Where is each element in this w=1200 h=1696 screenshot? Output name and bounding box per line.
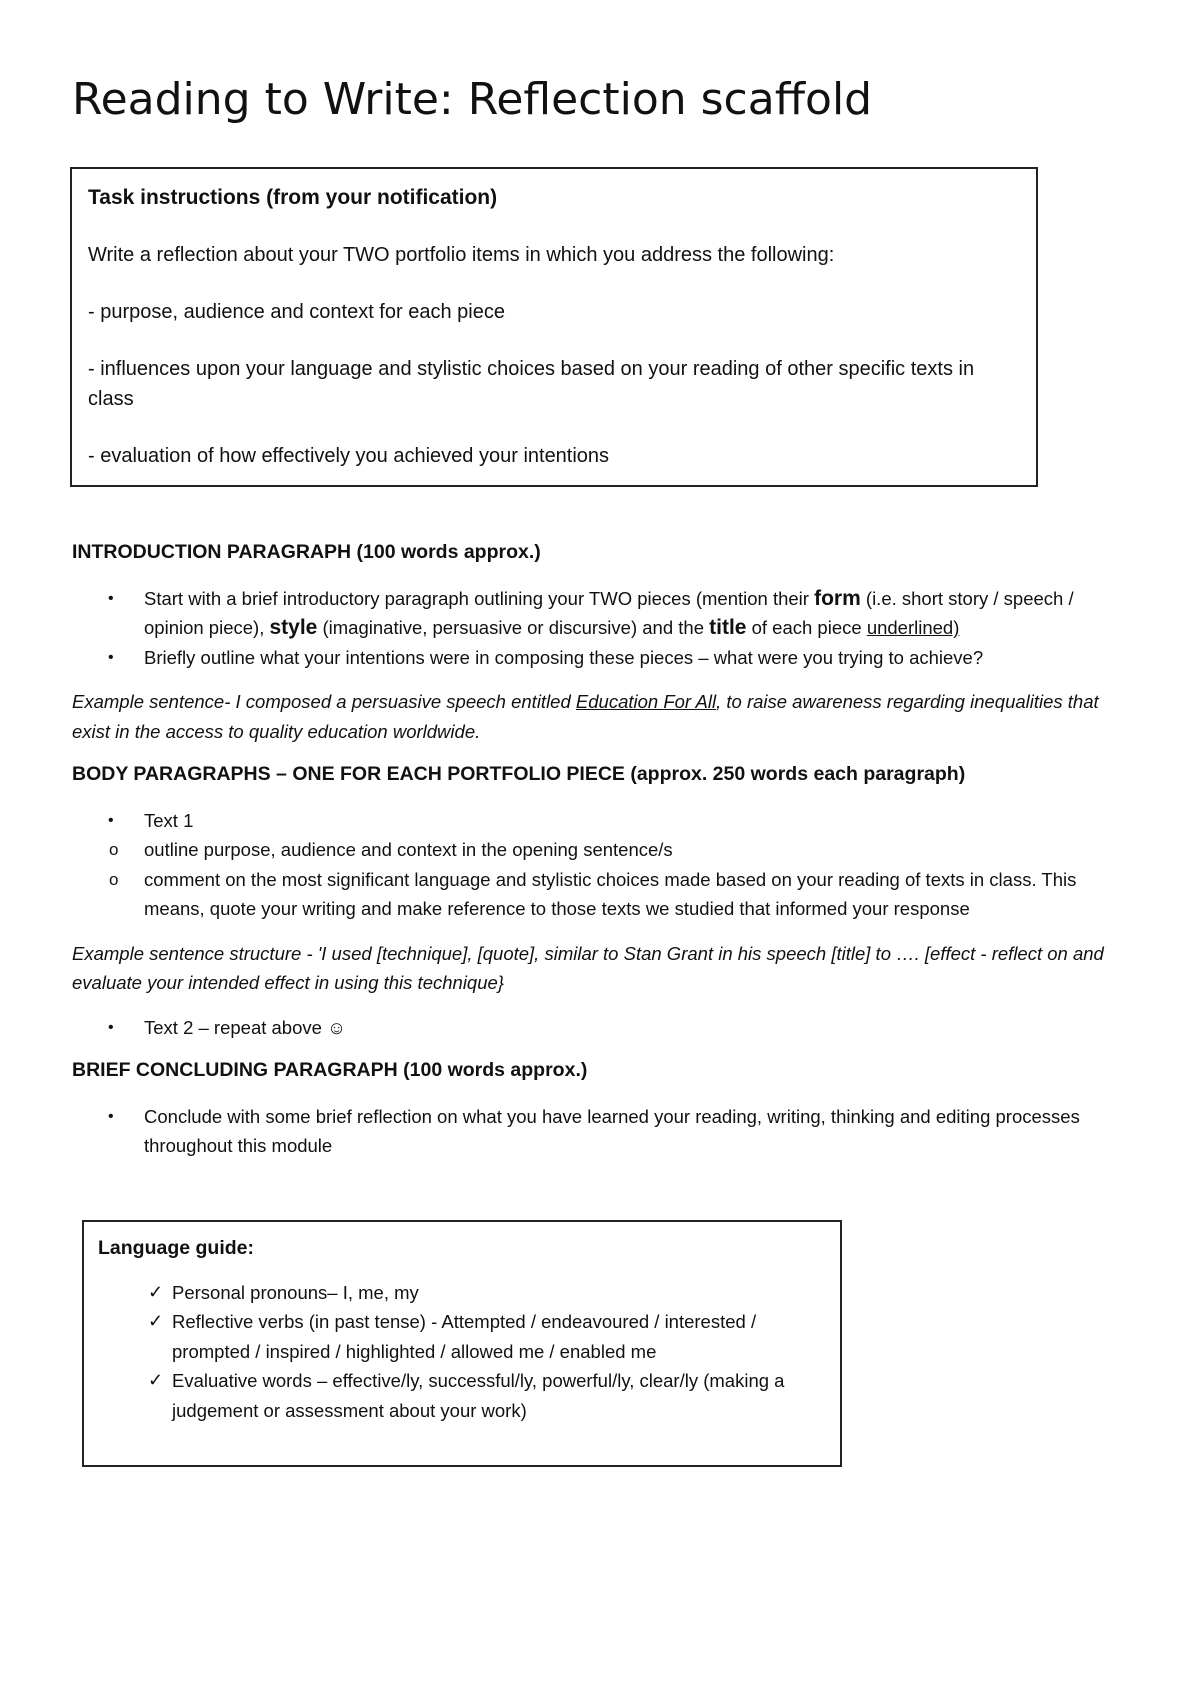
check-icon: ✓ xyxy=(148,1311,164,1331)
bullet-text: comment on the most significant language and stylistic choices made based on your reading of texts in class. This means, quote your writing and make reference to those texts we studied that informed your response xyxy=(144,868,1077,919)
bullet-text: Text 1 xyxy=(144,809,194,831)
example-text: , to raise awareness regarding inequalities that exist in the access to quality education worldwide. xyxy=(72,691,1099,742)
task-item-influences: - influences upon your language and stylistic choices based on your reading of other specific texts in class xyxy=(88,358,975,410)
list-item xyxy=(98,1307,826,1366)
intro-heading: INTRODUCTION PARAGRAPH (100 words approx.) xyxy=(72,541,541,563)
bullet-marker: • xyxy=(108,1107,114,1125)
task-item-purpose: - purpose, audience and context for each piece xyxy=(88,301,505,323)
conclusion-bullets xyxy=(72,1102,1132,1161)
task-heading: Task instructions (from your notification) xyxy=(88,186,498,209)
body-bullets xyxy=(72,806,1132,924)
language-guide-box xyxy=(82,1220,842,1467)
language-guide-heading: Language guide: xyxy=(98,1237,254,1259)
list-item xyxy=(98,1278,826,1308)
title-term: title xyxy=(709,616,747,639)
example-text: Example sentence- I composed a persuasive speech entitled xyxy=(72,691,576,712)
list-item xyxy=(72,865,1132,924)
bullet-marker: • xyxy=(108,589,114,607)
conclusion-heading: BRIEF CONCLUDING PARAGRAPH (100 words approx.) xyxy=(72,1059,588,1081)
check-icon: ✓ xyxy=(148,1370,164,1390)
bullet-marker: • xyxy=(108,1018,114,1036)
body-heading: BODY PARAGRAPHS – ONE FOR EACH PORTFOLIO PIECE (approx. 250 words each paragraph) xyxy=(72,763,966,785)
underlined-term: underlined) xyxy=(866,617,960,638)
check-icon: ✓ xyxy=(148,1281,164,1302)
task-instructions-box xyxy=(70,167,1038,487)
page-title: Reading to Write: Reflection scaffold xyxy=(72,74,873,125)
guide-text: Reflective verbs (in past tense) - Attempted / endeavoured / interested / prompted / inspired / highlighted / allowed me / enabled me xyxy=(172,1311,757,1362)
list-item xyxy=(72,1102,1132,1161)
list-item xyxy=(72,584,1132,643)
bullet-marker: • xyxy=(108,811,114,829)
style-term: style xyxy=(269,616,318,639)
bullet-text: (imaginative, persuasive or discursive) and the xyxy=(317,617,710,638)
bullet-text: Conclude with some brief reflection on what you have learned your reading, writing, thinking and editing processes throughout this module xyxy=(144,1105,1080,1156)
form-term: form xyxy=(814,586,861,610)
language-guide-list xyxy=(98,1278,826,1426)
task-item-evaluation: - evaluation of how effectively you achieved your intentions xyxy=(88,445,610,467)
bullet-marker: • xyxy=(108,648,114,666)
intro-bullets xyxy=(72,584,1132,673)
bullet-text: outline purpose, audience and context in the opening sentence/s xyxy=(144,839,673,860)
bullet-text: Text 2 – repeat above ☺ xyxy=(144,1016,346,1038)
sub-bullet-marker: o xyxy=(109,869,119,889)
list-item xyxy=(72,835,1132,865)
body-example: Example sentence structure - 'I used [technique], [quote], similar to Stan Grant in his speech [title] to …. [effect - reflect on and evaluate your intended effect in using this technique} xyxy=(72,942,1104,993)
task-intro: Write a reflection about your TWO portfolio items in which you address the following: xyxy=(88,244,835,266)
list-item xyxy=(72,806,1132,836)
bullet-text: Briefly outline what your intentions were in composing these pieces – what were you trying to achieve? xyxy=(144,646,984,668)
guide-text: Personal pronouns– I, me, my xyxy=(172,1281,419,1303)
guide-text: Evaluative words – effective/ly, successful/ly, powerful/ly, clear/ly (making a judgement or assessment about your work) xyxy=(172,1370,785,1421)
sub-bullet-marker: o xyxy=(109,840,119,859)
body-bullets-2 xyxy=(72,1013,1132,1043)
bullet-text: Start with a brief introductory paragraph outlining your TWO pieces (mention their xyxy=(144,587,815,609)
list-item xyxy=(98,1366,826,1425)
bullet-text: (i.e. short story / speech / opinion piece), xyxy=(144,587,1074,638)
list-item xyxy=(72,1013,1132,1043)
intro-example xyxy=(72,687,1132,746)
example-title: Education For All xyxy=(575,691,717,712)
scaffold-body xyxy=(72,538,1132,1161)
list-item xyxy=(72,643,1132,673)
bullet-text: of each piece xyxy=(746,617,867,638)
